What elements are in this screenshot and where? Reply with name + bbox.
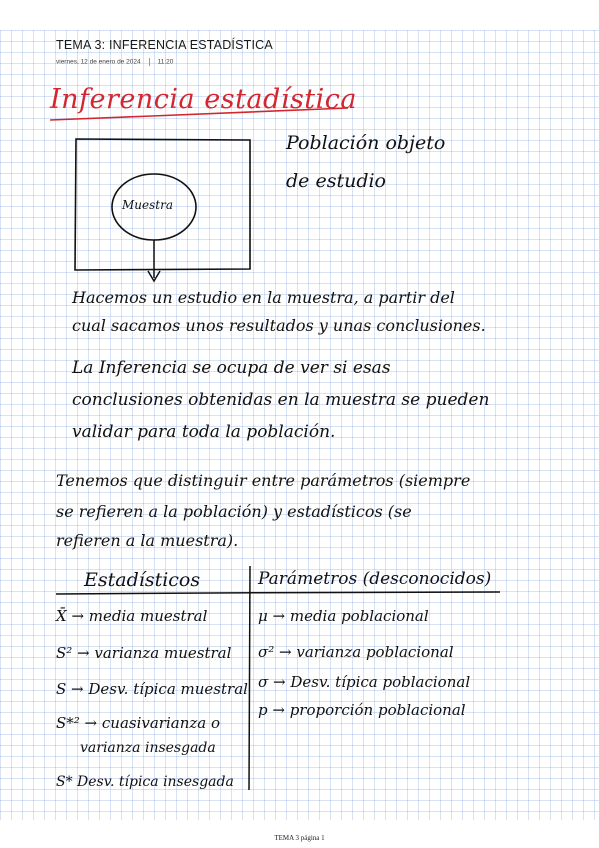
population-label: Población objeto bbox=[286, 132, 446, 154]
table-header-rule bbox=[56, 592, 500, 594]
table-header-parameters: Parámetros (desconocidos) bbox=[258, 569, 492, 589]
sample-label: Muestra bbox=[122, 198, 173, 212]
paragraph-3-line-2: se refieren a la población) y estadísticos (se bbox=[56, 502, 412, 521]
page-footer: TEMA 3 página 1 bbox=[274, 834, 325, 842]
parameter-row: p → proporción poblacional bbox=[258, 701, 466, 719]
paragraph-1-line-2: cual sacamos unos resultados y unas conclusiones. bbox=[72, 316, 486, 335]
table-header-statistics: Estadísticos bbox=[84, 569, 201, 591]
page-time: 11:20 bbox=[157, 58, 174, 66]
page-date: viernes, 12 de enero de 2024 bbox=[56, 58, 141, 66]
paragraph-2-line-1: La Inferencia se ocupa de ver si esas bbox=[72, 358, 391, 378]
paragraph-3-line-1: Tenemos que distinguir entre parámetros (siempre bbox=[56, 471, 471, 490]
paragraph-2-line-2: conclusiones obtenidas en la muestra se pueden bbox=[72, 390, 490, 410]
statistic-row: X̄ → media muestral bbox=[56, 607, 208, 625]
statistic-row: S → Desv. típica muestral bbox=[56, 680, 248, 698]
parameter-row: σ → Desv. típica poblacional bbox=[258, 673, 471, 691]
handwritten-heading: Inferencia estadística bbox=[50, 84, 357, 115]
population-label-line2: de estudio bbox=[286, 170, 386, 192]
statistic-row: S*² → cuasivarianza o bbox=[56, 714, 221, 732]
statistic-row: S² → varianza muestral bbox=[56, 644, 232, 662]
parameter-row: μ → media poblacional bbox=[258, 607, 429, 625]
paragraph-3-line-3: refieren a la muestra). bbox=[56, 531, 239, 550]
statistic-row: varianza insesgada bbox=[80, 740, 216, 756]
table-divider bbox=[249, 566, 250, 790]
heading-underline bbox=[50, 108, 348, 120]
paragraph-1-line-1: Hacemos un estudio en la muestra, a partir del bbox=[72, 288, 455, 307]
parameter-row: σ² → varianza poblacional bbox=[258, 643, 454, 661]
page-title: TEMA 3: INFERENCIA ESTADÍSTICA bbox=[56, 38, 273, 52]
paragraph-2-line-3: validar para toda la población. bbox=[72, 422, 336, 442]
statistic-row: S* Desv. típica insesgada bbox=[56, 774, 234, 790]
